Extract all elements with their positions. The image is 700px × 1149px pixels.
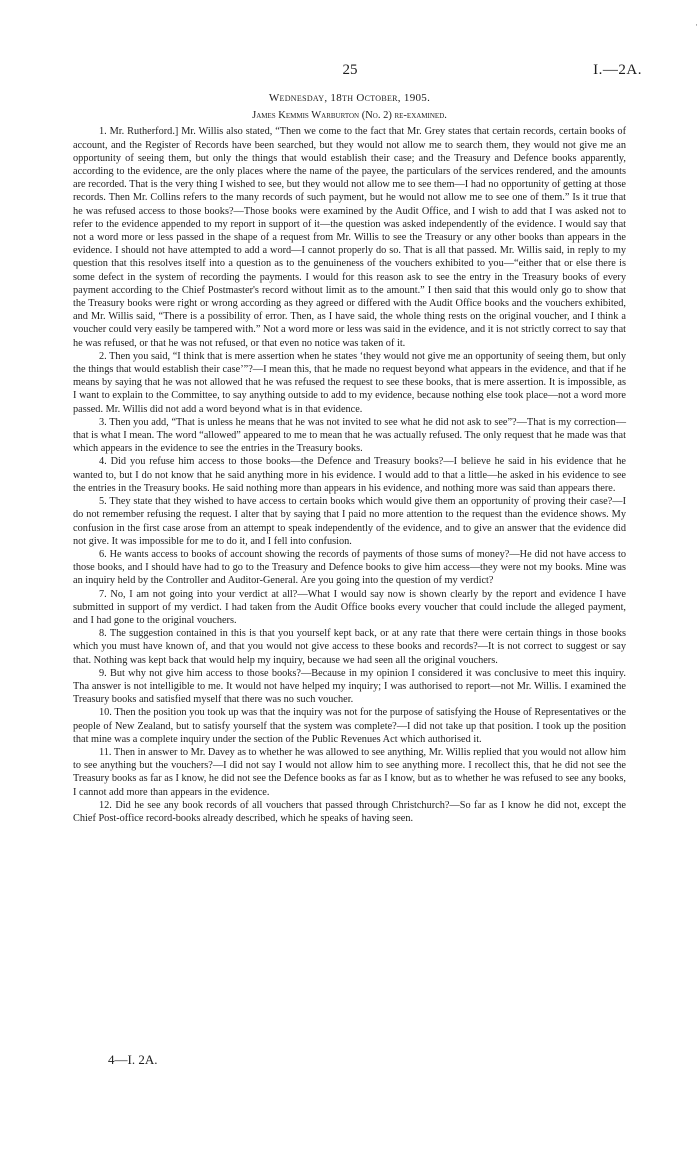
witness-heading: James Kemmis Warburton (No. 2) re-examined. [252,110,447,122]
paragraph: 1. Mr. Rutherford.] Mr. Willis also stated, “Then we come to the fact that Mr. Grey states that certain records, certain books of account, and the Register of Records have been searched, but they would not allow me to search them, they would not give me an opportunity of seeing them, but only the things that would establish their case; and the Treasury and Defence books apparently, according to the evidence, are the only places where the name of the payee, the particulars of the services rendered, and the amounts are recorded. That is the very thing I wished to see, but they would not allow me to see them—I had no opportunity of getting at those records. Then Mr. Collins refers to the many records of such payment, but he would not allow me to see one of them.” Is it true that he was refused access to those books?—Those books were examined by the Audit Office, and I wish to add that I was asked not to refer to the evidence appended to my report in support of it—the question was asked independently of the evidence. I would say that not a word more or less passed in the shape of a request from Mr. Willis to see the Treasury or any other books than appears in the evidence. I should not have attempted to add a word—I cannot properly do so. That is all that passed. Mr. Willis said, in reply to my question that this resolves itself into a question as to the genuineness of the vouchers exhibited to you—“either that or else there is some defect in the system of recording the payments. I would for this reason ask to see the entry in the Treasury books of every payment according to the Chief Postmaster's record without limit as to the amount.” I then said that this would only go to show that the Treasury books were right or wrong according as they agreed or differed with the Audit Office books and the vouchers exhibited, and Mr. Willis said, “There is a possibility of error. Then, as I have said, the whole thing rests on the original voucher, and I think a voucher could very easily be tampered with.” Not a word more or less was said in the evidence, and it is not strictly correct to say that he was refused, or that he was not refused, or that even no notice was taken of it. [73,126,626,349]
edge-mark: · [695,20,698,30]
paragraph: 3. Then you add, “That is unless he means that he was not invited to see what he did not ask to see”?—That is my correction—that is what I mean. The word “allowed” appeared to me to mean that he was actually refused. The only request that he made was that which appears in the evidence to see the entries in the Treasury books. [73,416,626,455]
paragraph: 8. The suggestion contained in this is that you yourself kept back, or at any rate that there were certain things in those books which you must have known of, and that you would not give access to these books and records?—It is not correct to suggest or say that. Nothing was kept back that would help my inquiry, because we had seen all the original vouchers. [73,628,626,666]
paragraph: 6. He wants access to books of account showing the records of payments of those sums of money?—He did not have access to those books, and I should have had to go to the Treasury and Defence books to give him access—they were not my books. Mine was an inquiry held by the Controller and Auditor-General. Are you going into the question of my verdict? [73,548,626,587]
paragraph: 7. No, I am not going into your verdict at all?—What I would say now is shown clearly by the report and evidence I have submitted in support of my verdict. I had taken from the Audit Office books every voucher that could include the alleged payment, and I had gone to the original vouchers. [73,588,626,626]
paragraph: 11. Then in answer to Mr. Davey as to whether he was allowed to see anything, Mr. Willis replied that you would not allow him to see anything but the vouchers?—I did not say I would not allow him to see anything more. I recollect this, that he did not see the Treasury books as far as I know, he did not see the Defence books as far as I know, but as to whether he was refused to see any books, I cannot add more than appears in the evidence. [73,746,626,798]
document-body [73,92,626,825]
paragraph: 9. But why not give him access to those books?—Because in my opinion I considered it was conclusive to meet this inquiry. Tha answer is not intelligible to me. It would not have helped my inquiry; I was authorised to report—not Mr. Willis. I examined the Treasury books and satisfied myself that there was no such voucher. [73,667,626,706]
paragraph: 4. Did you refuse him access to those books—the Defence and Treasury books?—I believe he said in his evidence that he wanted to, but I do not know that he said anything more in his evidence. I would add to that a little—he asked in his evidence to see the entries in the Treasury books. He said nothing more than appears in his evidence, and nothing more was said than appears there. [73,456,626,494]
paragraph: 10. Then the position you took up was that the inquiry was not for the purpose of satisfying the House of Representatives or the people of New Zealand, but to satisfy yourself that the system was complete?—I did not take up that position. I took up the position that mine was a complete inquiry under the section of the Public Revenues Act which authorised it. [73,707,626,745]
signature-mark: 4—I. 2A. [108,1052,158,1067]
document-reference: I.—2A. [593,62,642,78]
page-number: 25 [342,62,358,78]
paragraph: 5. They state that they wished to have access to certain books which would give them an opportunity of proving their case?—I do not remember refusing the request. I alter that by saying that I paid no more attention to the request than the evidence shows. My confusion in the first case arose from an attempt to speak independently of the evidence, and to give an answer that the evidence did not give. It was impossible for me to do it, and I fell into confusion. [73,496,626,547]
session-date: Wednesday, 18th October, 1905. [268,92,431,104]
paragraph: 2. Then you said, “I think that is mere assertion when he states ‘they would not give me an opportunity of seeing them, but only the things that would establish their case’”?—I mean this, that he made no request beyond what appears in the evidence, and that if he means by saying that he was not allowed that he was refused the request to see these books, that is mere assertion. It is impossible, as I want to explain to the Committee, to say anything outside to add to my evidence, because nothing else took place—not a word more passed. Mr. Willis did not add a word beyond what is in that evidence. [73,350,626,415]
paragraph: 12. Did he see any book records of all vouchers that passed through Christchurch?—So far as I know he did not, except the Chief Post-office record-books already described, which he speaks of having seen. [73,799,626,824]
